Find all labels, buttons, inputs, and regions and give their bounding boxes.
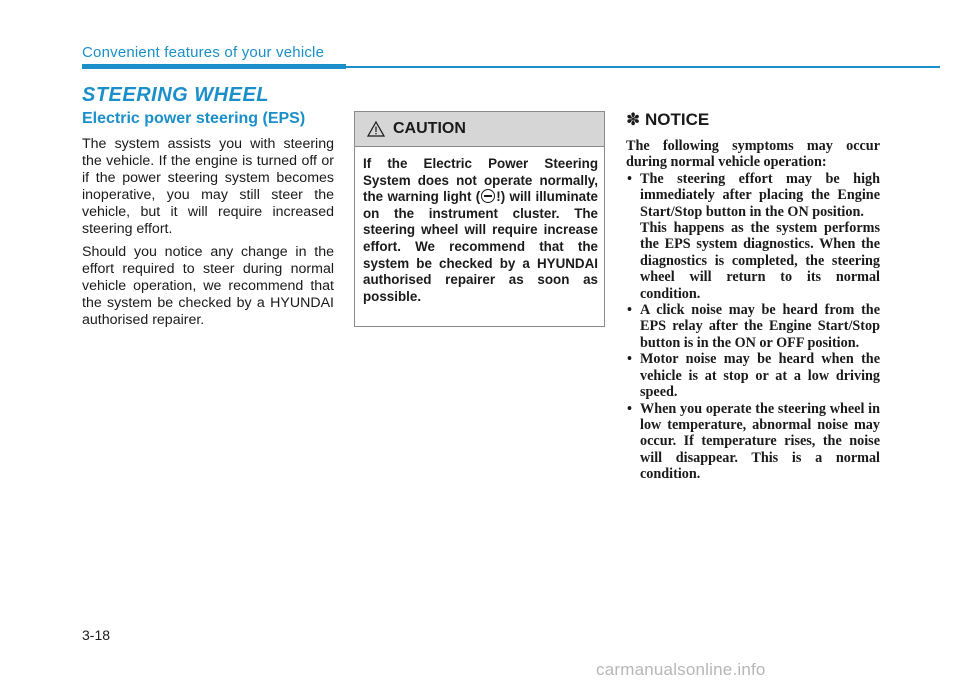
notice-item-detail: This happens as the system performs the EPS system diagnostics. When the diagnostics is completed, the steering wheel will return to its normal condition. xyxy=(640,220,880,302)
notice-item-text: • The steering effort may be high immediately after placing the Engine Start/Stop button in the ON position. xyxy=(640,170,880,220)
caution-title: CAUTION xyxy=(393,120,466,137)
caution-text-part: If the Electric Power Steering System does not operate normally, the warning light ( xyxy=(363,156,598,205)
notice-title: ✽ NOTICE xyxy=(626,110,710,129)
eps-subheading: Electric power steering (EPS) xyxy=(82,110,306,127)
notice-item-text: • A click noise may be heard from the EPS relay after the Engine Start/Stop button is in the ON or OFF position. xyxy=(640,302,880,351)
warning-triangle-icon xyxy=(367,121,385,137)
notice-item xyxy=(626,351,880,400)
page-number: 3-18 xyxy=(82,627,111,643)
eps-warning-light-icon xyxy=(481,189,495,203)
chapter-title: STEERING WHEEL xyxy=(82,84,270,106)
notice-item-text: • Motor noise may be heard when the vehicle is at stop or at a low driving speed. xyxy=(640,351,880,401)
body-paragraph: The system assists you with steering the vehicle. If the engine is turned off or if the power steering system becomes inoperative, you may still steer the vehicle, but it will require increased steering effort. xyxy=(82,136,334,237)
left-column xyxy=(82,110,334,335)
notice-item xyxy=(626,401,880,483)
caution-box xyxy=(354,111,605,327)
header-rule-accent xyxy=(82,64,346,69)
right-column xyxy=(626,110,880,483)
caution-text-part: !) will illuminate on the instrument cluster. The steering wheel will require increase effort. We recommend that the system be checked by a HYUNDAI authorised repairer as soon as possible. xyxy=(363,189,598,304)
caution-header xyxy=(355,112,604,147)
notice-intro: The following symptoms may occur during normal vehicle operation: xyxy=(626,138,880,171)
notice-list xyxy=(626,171,880,483)
notice-item-text: • When you operate the steering wheel in low temperature, abnormal noise may occur. If temperature rises, the noise will disappear. This is a normal condition. xyxy=(640,400,880,483)
caution-text xyxy=(355,147,604,305)
notice-item xyxy=(626,171,880,302)
section-header: Convenient features of your vehicle xyxy=(82,44,325,61)
body-paragraph: Should you notice any change in the effort required to steer during normal vehicle operation, we recommend that the system be checked by a HYUNDAI authorised repairer. xyxy=(82,244,334,328)
watermark: carmanualsonline.info xyxy=(596,660,766,679)
notice-item xyxy=(626,302,880,351)
